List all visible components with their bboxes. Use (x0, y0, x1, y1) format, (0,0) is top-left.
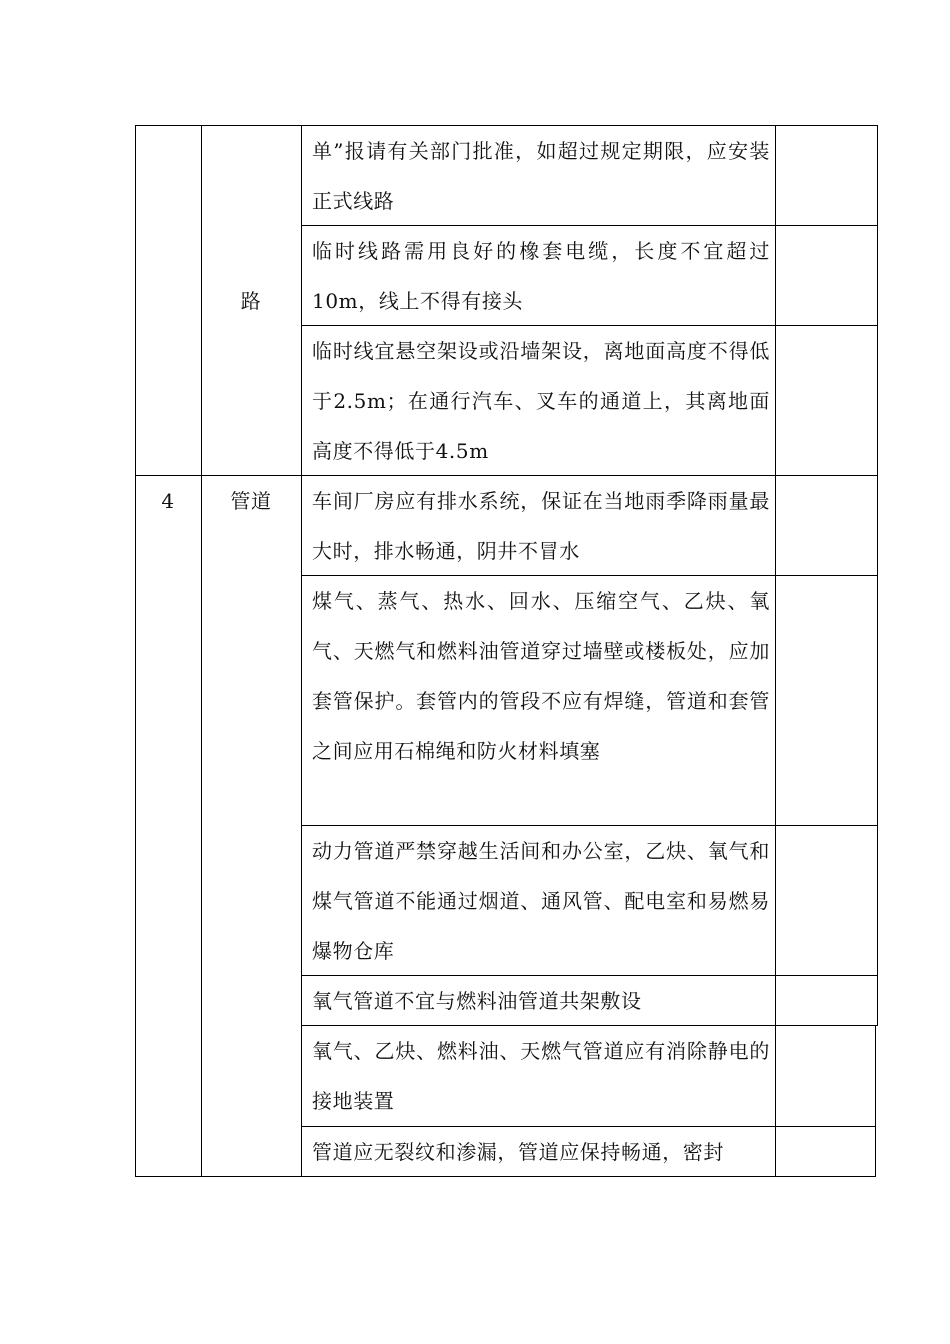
requirement-cell: 氧气管道不宜与燃料油管道共架敷设 (312, 989, 642, 1013)
requirement-cell: 管道应无裂纹和渗漏，管道应保持畅通，密封 (312, 1140, 724, 1164)
requirement-cell: 动力管道严禁穿越生活间和办公室，乙炔、氧气和煤气管道不能通过烟道、通风管、配电室和易燃易爆物仓库 (312, 839, 770, 963)
category-cell: 管道 (230, 489, 272, 513)
table-left-border (135, 125, 136, 1177)
requirement-cell: 氧气、乙炔、燃料油、天燃气管道应有消除静电的接地装置 (312, 1039, 770, 1113)
table-right-border (877, 125, 878, 1026)
requirement-cell: 车间厂房应有排水系统，保证在当地雨季降雨量最大时，排水畅通，阴井不冒水 (312, 489, 770, 563)
requirement-cell: 临时线宜悬空架设或沿墙架设，离地面高度不得低于2.5m；在通行汽车、叉车的通道上，其离地面高度不得低于4.5m (312, 339, 770, 463)
category-cell: 路 (240, 289, 262, 313)
requirement-cell: 单”报请有关部门批准，如超过规定期限，应安装正式线路 (312, 139, 770, 213)
item-number-cell: 4 (161, 489, 175, 513)
requirement-cell: 煤气、蒸气、热水、回水、压缩空气、乙炔、氧气、天燃气和燃料油管道穿过墙壁或楼板处，应加套管保护。套管内的管段不应有焊缝，管道和套管之间应用石棉绳和防火材料填塞 (312, 589, 770, 763)
column-divider (775, 125, 776, 1177)
table-right-border (875, 1025, 876, 1177)
column-divider (301, 125, 302, 1177)
requirement-cell: 临时线路需用良好的橡套电缆，长度不宜超过10m，线上不得有接头 (312, 239, 770, 313)
